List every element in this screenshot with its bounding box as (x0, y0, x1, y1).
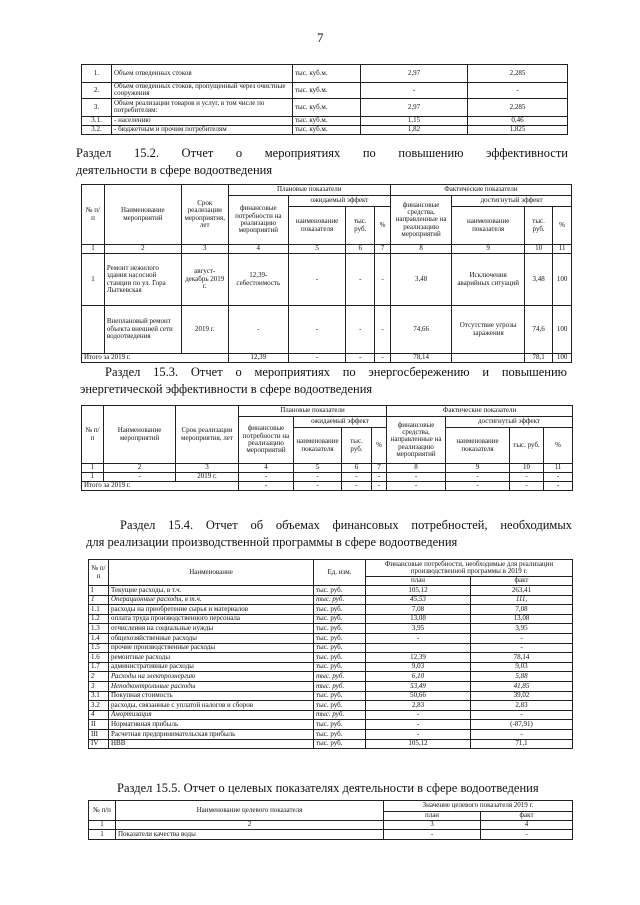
row-name: - (104, 473, 176, 482)
table-row (89, 633, 573, 643)
section-15-3-title-line2: энергетической эффективности в сфере водоотведения (80, 382, 373, 396)
row-name: Текущие расходы, в т.ч. (109, 586, 314, 596)
row-number: III (89, 729, 109, 739)
row-unit: тыс. руб. (314, 624, 366, 634)
row-name: Внеплановый ремонт объекта внешней сети водоотведения (104, 306, 181, 354)
h-fin-plan: финансовые потребности на реализацию мероприятий (239, 417, 294, 464)
h-fact: факт (481, 812, 573, 821)
row-fact: 0,46 (468, 116, 568, 125)
row-number: 2 (89, 672, 109, 682)
row-unit: тыс. руб. (314, 614, 366, 624)
h-name: Наименование мероприятий (104, 185, 181, 245)
h-planned: Плановые показатели (228, 185, 390, 196)
table-row (82, 306, 572, 354)
h-expected: ожидаемый эффект (294, 417, 387, 428)
total-c5: - (294, 482, 342, 491)
total-c8: - (387, 482, 446, 491)
row-name: ремонтные расходы (109, 653, 314, 663)
row-fact: 41,85 (471, 681, 573, 691)
section-15-3-title-line1: Раздел 15.3. Отчет о мероприятиях по энергосбережению и повышению (105, 365, 567, 379)
row-fact: - (471, 633, 573, 643)
row-pct2: 100 (553, 254, 572, 306)
h-indicator-2: наименование показателя (446, 428, 510, 464)
column-number: 1 (89, 821, 116, 830)
h-num: № п/ п (82, 185, 105, 245)
row-fact: 2,285 (468, 98, 568, 116)
row-ind2: Отсутствие угрозы заражения (452, 306, 525, 354)
row-name: Операционные расходы, в т.ч. (109, 595, 314, 605)
column-number: 9 (446, 464, 510, 473)
h-planned: Плановые показатели (239, 406, 387, 417)
row-fact: 2,285 (468, 65, 568, 83)
row-unit: тыс. куб.м. (293, 125, 361, 134)
table-row (89, 662, 573, 672)
row-c5: - (294, 473, 342, 482)
table-row (89, 624, 573, 634)
table-row (89, 595, 573, 605)
column-number: 7 (372, 464, 387, 473)
total-ind2 (452, 354, 525, 363)
total-c9: - (446, 482, 510, 491)
row-plan: 105,12 (366, 739, 471, 749)
column-number: 9 (452, 245, 525, 254)
row-fact: - (471, 643, 573, 653)
row-unit: тыс. руб. (314, 595, 366, 605)
table-row (89, 681, 573, 691)
efficiency-table (81, 184, 572, 363)
row-number: 3.2 (89, 701, 109, 711)
row-number: 2. (82, 83, 112, 99)
row-unit: тыс. руб. (314, 653, 366, 663)
column-number: 6 (342, 464, 372, 473)
row-unit: тыс. руб. (314, 633, 366, 643)
total-label: Итого за 2019 г. (82, 482, 239, 491)
row-th2: 3,48 (525, 254, 553, 306)
h-pct-2: % (544, 428, 573, 464)
table-row (89, 701, 573, 711)
row-name: Показатели качества воды (116, 830, 384, 840)
row-fin-fact: 3,48 (390, 254, 451, 306)
h-period: Срок реализации мероприятия, лет (176, 406, 239, 464)
row-name: административные расходы (109, 662, 314, 672)
table-row (82, 254, 572, 306)
total-fin-fact: 78,14 (390, 354, 451, 363)
h-unit: Ед. изм. (314, 560, 366, 586)
row-plan: - (366, 729, 471, 739)
row-plan: 2,97 (361, 65, 468, 83)
column-number: 2 (104, 245, 181, 254)
row-unit: тыс. руб. (314, 739, 366, 749)
row-plan: 1,82 (361, 125, 468, 134)
h-num: № п/ п (82, 406, 104, 464)
row-unit: тыс. руб. (314, 643, 366, 653)
total-th: - (346, 354, 375, 363)
column-number: 5 (288, 245, 345, 254)
row-name: расходы, связанные с уплатой налогов и сборов (109, 701, 314, 711)
row-unit: тыс. руб. (314, 729, 366, 739)
row-unit: тыс. куб.м. (293, 116, 361, 125)
h-achieved: достигнутый эффект (452, 196, 572, 207)
table-row (82, 473, 573, 482)
row-c7: - (372, 473, 387, 482)
total-c7: - (372, 482, 387, 491)
row-name: - населению (112, 116, 293, 125)
h-plan: план (366, 577, 471, 586)
row-name: Объем отведенных стоков, пропущенный через очистные сооружения (112, 83, 293, 99)
row-ind2: Исключения аварийных ситуаций (452, 254, 525, 306)
row-name: Объем реализации товаров и услуг, в том числе по потребителям: (112, 98, 293, 116)
table-row (89, 710, 573, 720)
column-number: 11 (553, 245, 572, 254)
table-row (82, 125, 568, 134)
row-name: Расходы на электроэнергию (109, 672, 314, 682)
h-plan: план (384, 812, 481, 821)
row-c10: - (510, 473, 544, 482)
column-number: 4 (239, 464, 294, 473)
row-unit: тыс. руб. (314, 672, 366, 682)
page-number: 7 (317, 30, 324, 45)
total-label: Итого за 2019 г. (82, 354, 229, 363)
column-number: 10 (510, 464, 544, 473)
table-row (82, 65, 568, 83)
row-name: отчисления на социальные нужды (109, 624, 314, 634)
row-pct2: 100 (553, 306, 572, 354)
table-row (89, 739, 573, 749)
table-row (82, 116, 568, 125)
finance-table (88, 559, 573, 749)
h-thous: тыс. руб. (342, 428, 372, 464)
row-plan: 9,03 (366, 662, 471, 672)
row-fact: - (471, 729, 573, 739)
row-period: 2019 г. (176, 473, 239, 482)
row-unit: тыс. руб. (314, 681, 366, 691)
table-row (89, 653, 573, 663)
row-unit: тыс. руб. (314, 701, 366, 711)
total-th2: 78,1 (525, 354, 553, 363)
table-row (89, 586, 573, 596)
h-name: Наименование целевого показателя (116, 801, 384, 821)
table-row (82, 83, 568, 99)
row-plan: - (384, 830, 481, 840)
total-c6: - (342, 482, 372, 491)
row-name: НВВ (109, 739, 314, 749)
row-number: 3 (89, 681, 109, 691)
section-15-4-title-line1: Раздел 15.4. Отчет об объемах финансовых потребностей, необходимых (120, 518, 572, 532)
row-n: 1 (82, 254, 105, 306)
h-fin-plan: финансовые потребности на реализацию мероприятий (228, 196, 288, 245)
row-pct: - (375, 306, 391, 354)
h-achieved: достигнутый эффект (446, 417, 573, 428)
row-number: 1.3 (89, 624, 109, 634)
h-expected: ожидаемый эффект (288, 196, 390, 207)
row-fact: - (468, 83, 568, 99)
column-number: 3 (176, 464, 239, 473)
row-unit: тыс. куб.м. (293, 98, 361, 116)
row-number: 1. (82, 65, 112, 83)
row-unit: тыс. руб. (314, 662, 366, 672)
total-pct: - (375, 354, 391, 363)
row-number: 3. (82, 98, 112, 116)
table-row (89, 605, 573, 615)
h-fin-fact: финансовые средства, направленные на реализацию мероприятий (387, 417, 446, 464)
row-name: прочие производственные расходы (109, 643, 314, 653)
h-num: № п/ п (89, 560, 109, 586)
section-15-2-title-line1: Раздел 15.2. Отчет о мероприятиях по повышению эффективности (76, 146, 568, 160)
row-fin-fact: 74,66 (390, 306, 451, 354)
column-number: 4 (228, 245, 288, 254)
column-number: 2 (104, 464, 176, 473)
h-needs: Финансовые потребности, необходимые для реализации производственной программы в 2019 г. (366, 560, 573, 577)
column-number: 6 (346, 245, 375, 254)
column-number: 8 (390, 245, 451, 254)
table-row (89, 614, 573, 624)
row-number: 1 (89, 830, 116, 840)
row-plan: 1,15 (361, 116, 468, 125)
row-pct: - (375, 254, 391, 306)
column-number: 7 (375, 245, 391, 254)
h-actual: Фактические показатели (387, 406, 573, 417)
column-number: 1 (82, 464, 104, 473)
row-name: Объем отведенных стоков (112, 65, 293, 83)
row-number: 1.4 (89, 633, 109, 643)
row-n: 1 (82, 473, 104, 482)
row-plan: 2,83 (366, 701, 471, 711)
h-value: Значение целевого показателя 2019 г. (384, 801, 573, 812)
row-name: Покупная стоимость (109, 691, 314, 701)
row-unit: тыс. руб. (314, 720, 366, 730)
row-number: 3.2. (82, 125, 112, 134)
h-pct-2: % (553, 207, 572, 245)
row-ind: - (288, 254, 345, 306)
row-fin-plan: 12,39-себестоимость (228, 254, 288, 306)
row-unit: тыс. куб.м. (293, 65, 361, 83)
h-period: Срок реализации мероприятия, лет (181, 185, 228, 245)
row-number: I (89, 586, 109, 596)
h-indicator: наименование показателя (294, 428, 342, 464)
row-number: II (89, 720, 109, 730)
energy-table (81, 405, 573, 491)
table-row (89, 729, 573, 739)
row-unit: тыс. руб. (314, 710, 366, 720)
row-fact: 263,41 (471, 586, 573, 596)
total-row (82, 482, 573, 491)
target-table (88, 800, 573, 840)
h-name: Наименование (109, 560, 314, 586)
row-plan: - (366, 720, 471, 730)
row-unit: тыс. руб. (314, 586, 366, 596)
column-number: 1 (82, 245, 105, 254)
row-fact: 111, (471, 595, 573, 605)
column-number: 5 (294, 464, 342, 473)
row-plan: - (366, 633, 471, 643)
row-c11: - (544, 473, 573, 482)
section-15-2-title-line2: деятельности в сфере водоотведения (76, 163, 273, 177)
row-c4: - (239, 473, 294, 482)
total-fin-plan: 12,39 (228, 354, 288, 363)
row-plan: 6,10 (366, 672, 471, 682)
row-number: 3.1. (82, 116, 112, 125)
table-row (89, 672, 573, 682)
row-plan: - (361, 83, 468, 99)
row-fact: - (471, 710, 573, 720)
h-thous-2: тыс. руб. (510, 428, 544, 464)
row-name: Нормативная прибыль (109, 720, 314, 730)
row-plan: 12,39 (366, 653, 471, 663)
row-period: август-декабрь 2019 г. (181, 254, 228, 306)
h-name: Наименование мероприятий (104, 406, 176, 464)
row-fact: 39,02 (471, 691, 573, 701)
row-number: 1.1 (89, 605, 109, 615)
h-pct: % (375, 207, 391, 245)
row-name: Расчетная предпринимательская прибыль (109, 729, 314, 739)
row-fact: (-87,91) (471, 720, 573, 730)
row-name: оплата труда производственного персонала (109, 614, 314, 624)
row-fact: - (481, 830, 573, 840)
row-number: 1.7 (89, 662, 109, 672)
column-number: 4 (481, 821, 573, 830)
row-plan: 3,95 (366, 624, 471, 634)
volume-table (81, 64, 568, 135)
row-name: Амортизация (109, 710, 314, 720)
row-number: 3.1 (89, 691, 109, 701)
h-indicator: наименование показателя (288, 207, 345, 245)
row-th: - (346, 254, 375, 306)
h-fin-fact: финансовые средства, направленные на реализацию мероприятий (390, 196, 451, 245)
table-row (89, 720, 573, 730)
table-row (89, 691, 573, 701)
row-number: 4 (89, 710, 109, 720)
row-plan: 50,66 (366, 691, 471, 701)
table-row (89, 830, 573, 840)
section-15-4-title-line2: для реализации производственной программы в сфере водоотведения (86, 535, 458, 549)
column-number: 3 (181, 245, 228, 254)
total-c4: - (239, 482, 294, 491)
row-th: - (346, 306, 375, 354)
column-number: 11 (544, 464, 573, 473)
row-c9: - (446, 473, 510, 482)
h-pct: % (372, 428, 387, 464)
row-number: 1.6 (89, 653, 109, 663)
column-number: 2 (116, 821, 384, 830)
row-fact: 2,83 (471, 701, 573, 711)
row-number: 1.2 (89, 614, 109, 624)
row-plan: 53,49 (366, 681, 471, 691)
section-15-5-title: Раздел 15.5. Отчет о целевых показателях деятельности в сфере водоотведения (117, 781, 539, 795)
total-c11: - (544, 482, 573, 491)
row-fin-plan: - (228, 306, 288, 354)
row-plan: 13,08 (366, 614, 471, 624)
column-number: 10 (525, 245, 553, 254)
column-number: 3 (384, 821, 481, 830)
row-name: расходы на приобретение сырья и материалов (109, 605, 314, 615)
total-c10: - (510, 482, 544, 491)
h-fact: факт (471, 577, 573, 586)
row-number: 1.5 (89, 643, 109, 653)
row-name: Неподконтрольные расходы (109, 681, 314, 691)
row-fact: 71,1 (471, 739, 573, 749)
h-thous: тыс. руб. (346, 207, 375, 245)
row-c8: - (387, 473, 446, 482)
row-number: 1 (89, 595, 109, 605)
row-unit: тыс. руб. (314, 605, 366, 615)
row-period: 2019 г. (181, 306, 228, 354)
h-num: № п/п (89, 801, 116, 821)
total-pct2: 100 (553, 354, 572, 363)
h-thous-2: тыс. руб. (525, 207, 553, 245)
row-name: - бюджетным и прочим потребителям (112, 125, 293, 134)
row-plan: 45,53 (366, 595, 471, 605)
total-ind: - (288, 354, 345, 363)
row-plan (366, 643, 471, 653)
row-plan: 105,12 (366, 586, 471, 596)
row-plan: - (366, 710, 471, 720)
row-c6: - (342, 473, 372, 482)
row-name: общехозяйственные расходы (109, 633, 314, 643)
row-n (82, 306, 105, 354)
row-fact: 1,825 (468, 125, 568, 134)
row-plan: 2,97 (361, 98, 468, 116)
table-row (89, 643, 573, 653)
row-ind: - (288, 306, 345, 354)
row-unit: тыс. куб.м. (293, 83, 361, 99)
row-fact: 9,03 (471, 662, 573, 672)
column-number: 8 (387, 464, 446, 473)
row-unit: тыс. руб. (314, 691, 366, 701)
total-row (82, 354, 572, 363)
h-indicator-2: наименование показателя (452, 207, 525, 245)
table-row (82, 98, 568, 116)
row-name: Ремонт нежилого здания насосной станции по ул. Гора Лыткевская (104, 254, 181, 306)
row-fact: 7,08 (471, 605, 573, 615)
row-fact: 3,95 (471, 624, 573, 634)
row-plan: 7,08 (366, 605, 471, 615)
row-number: IV (89, 739, 109, 749)
row-fact: 5,88 (471, 672, 573, 682)
row-fact: 78,14 (471, 653, 573, 663)
row-fact: 13,08 (471, 614, 573, 624)
h-actual: Фактические показатели (390, 185, 571, 196)
row-th2: 74,6 (525, 306, 553, 354)
